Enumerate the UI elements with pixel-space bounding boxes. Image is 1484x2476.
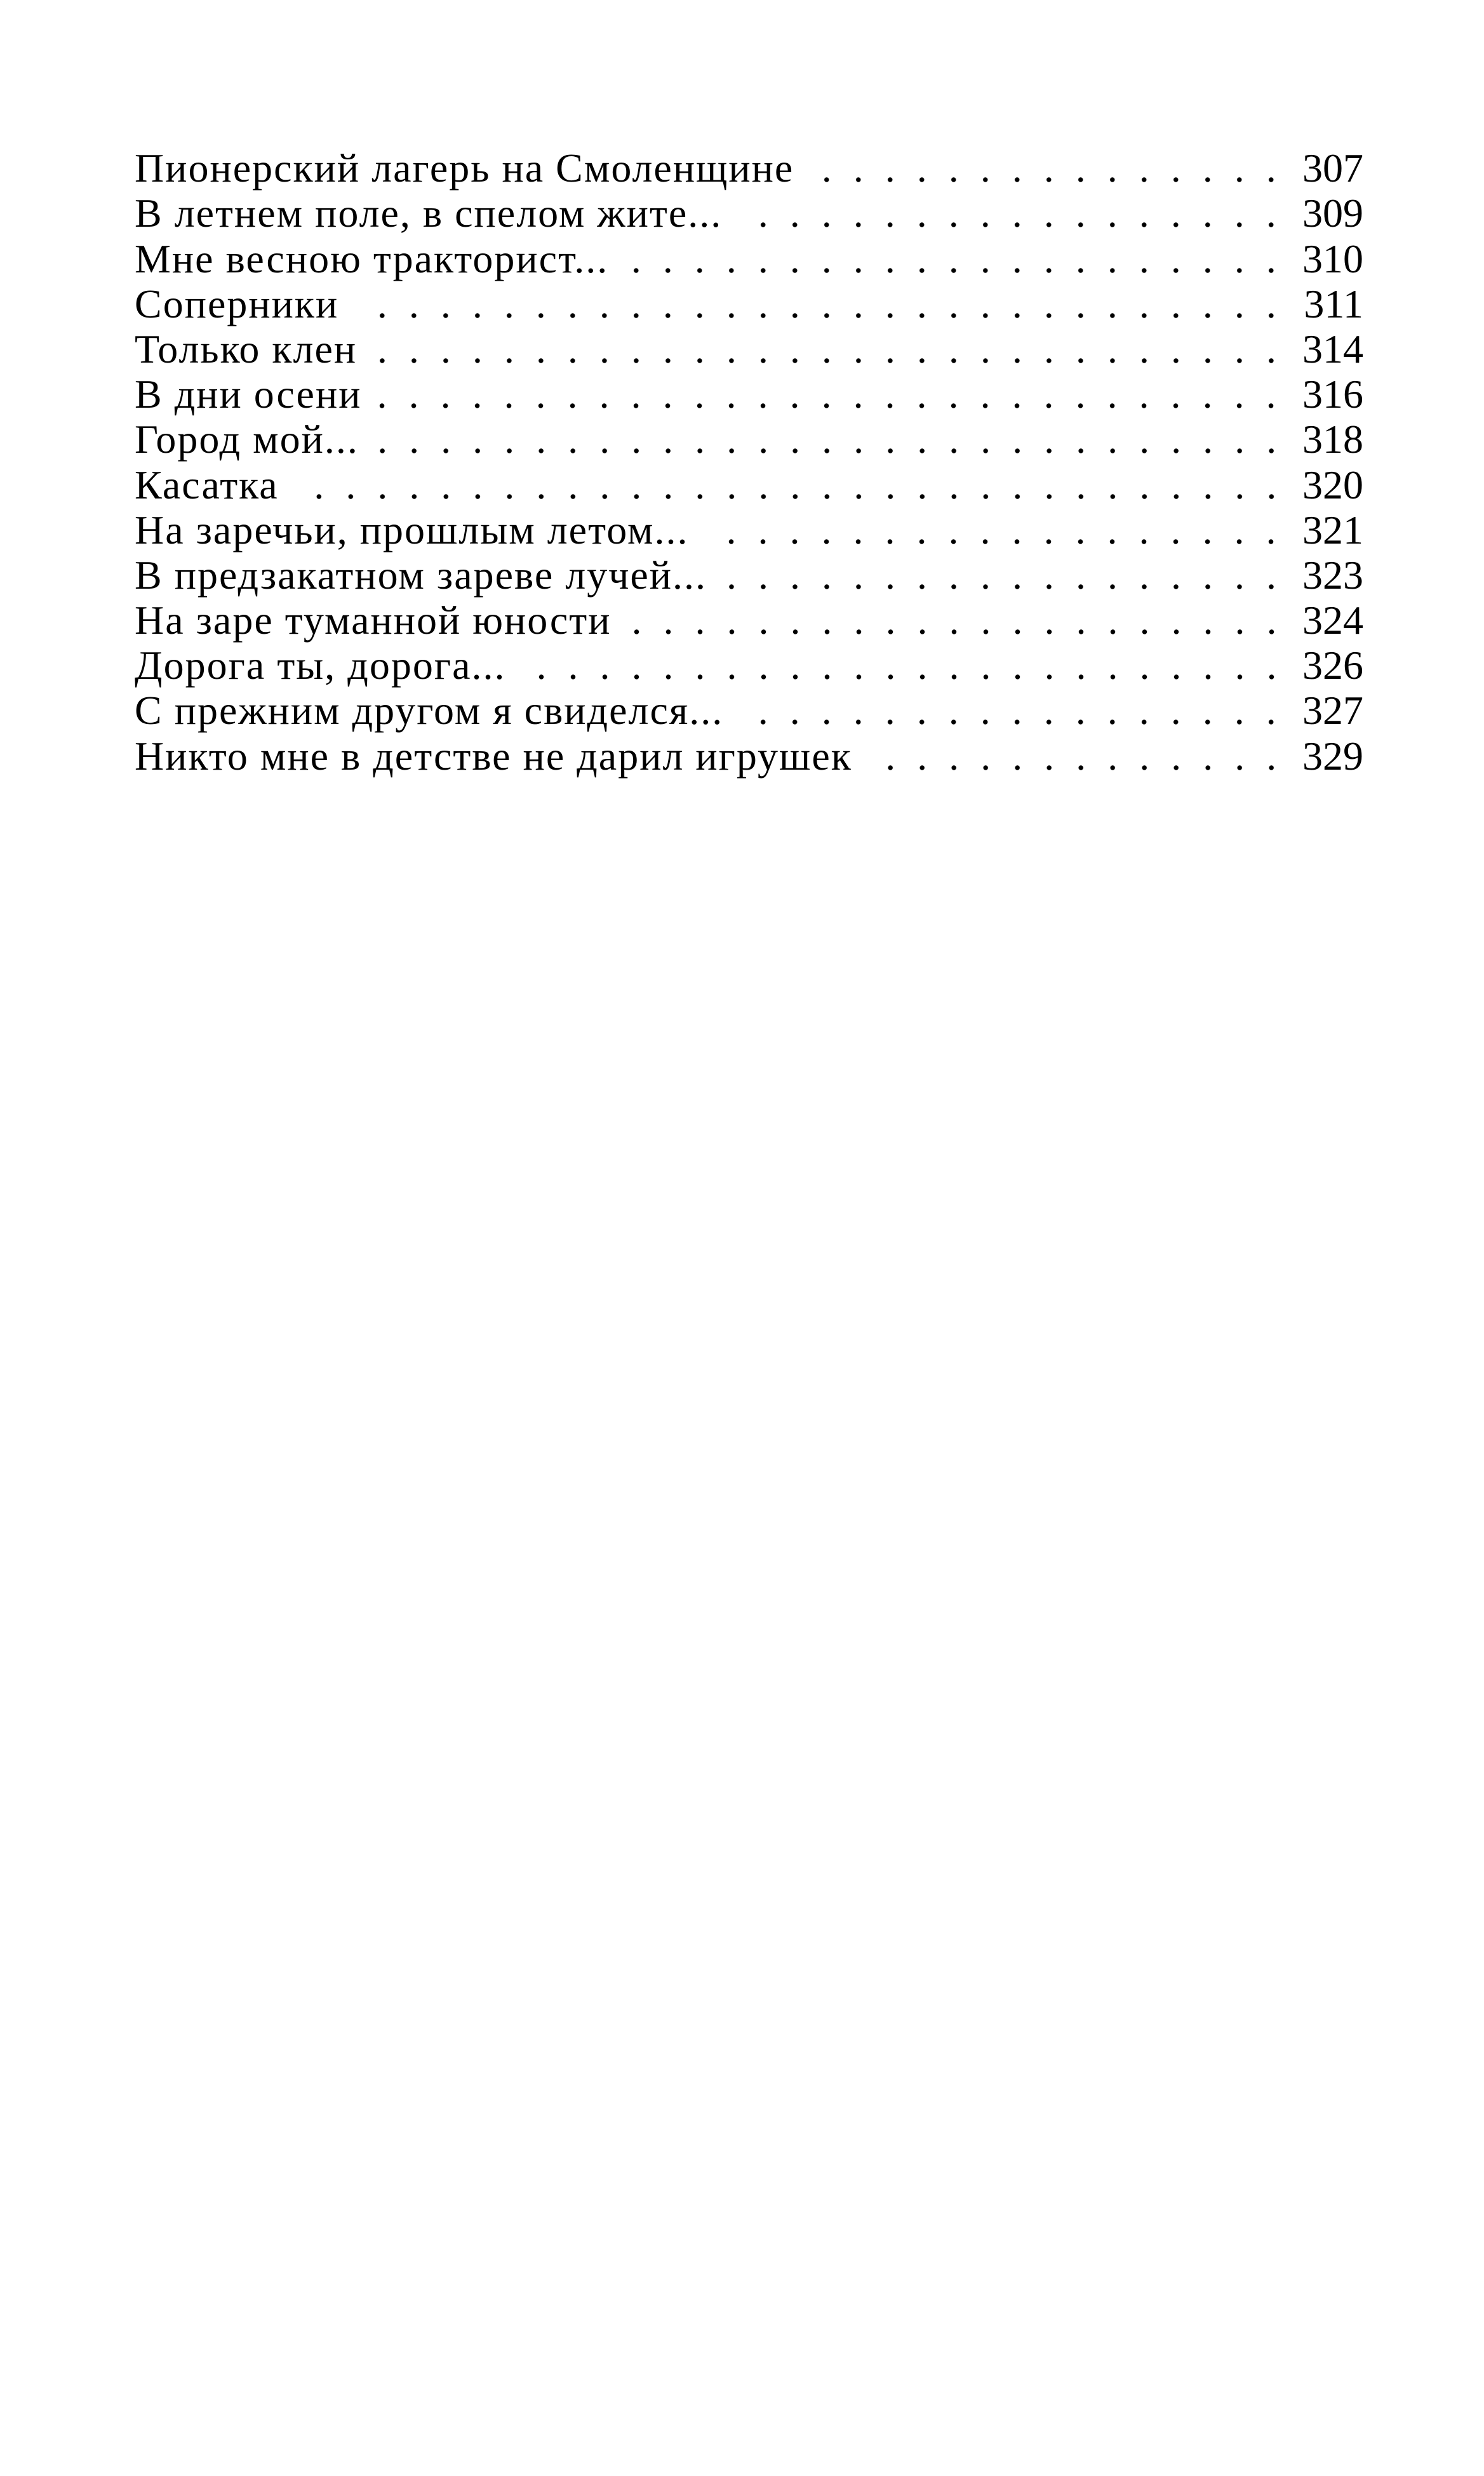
- toc-entry[interactable]: [135, 234, 1363, 279]
- toc-entry[interactable]: [135, 415, 1363, 460]
- dot-leader: [725, 584, 1287, 589]
- toc-entry-page: 310: [1302, 236, 1363, 281]
- toc-entry[interactable]: [135, 144, 1363, 189]
- toc-entry[interactable]: [135, 279, 1363, 325]
- dot-leader: [356, 313, 1287, 318]
- toc-entry-title: Дорога ты, дорога...: [135, 643, 506, 688]
- toc-entry-title: С прежним другом я свиделся...: [135, 688, 724, 733]
- toc-entry-page: 309: [1302, 191, 1363, 236]
- toc-entry[interactable]: [135, 731, 1363, 779]
- toc-entry-title: Касатка: [135, 462, 279, 507]
- toc-entry[interactable]: [135, 505, 1363, 551]
- toc-entry[interactable]: [135, 596, 1363, 641]
- dot-leader: [297, 494, 1287, 499]
- toc-entry[interactable]: [135, 189, 1363, 234]
- toc-entry-page: 316: [1302, 371, 1363, 417]
- toc-entry-page: 318: [1302, 417, 1363, 462]
- toc-entry-title: Соперники: [135, 281, 339, 326]
- toc-entry-title: На заречьи, прошлым летом...: [135, 507, 689, 552]
- toc-entry-title: Только клен: [135, 326, 358, 371]
- toc-entry-page: 326: [1302, 643, 1363, 688]
- dot-leader: [524, 674, 1288, 679]
- dot-leader: [629, 629, 1288, 634]
- dot-leader: [626, 268, 1287, 273]
- toc-entry-page: 311: [1304, 281, 1363, 326]
- toc-entry-page: 307: [1302, 145, 1363, 191]
- toc-entry-title: В летнем поле, в спелом жите...: [135, 191, 723, 236]
- toc-entry-page: 324: [1302, 598, 1363, 643]
- toc-entry-title: В дни осени: [135, 371, 362, 417]
- toc-entry[interactable]: [135, 551, 1363, 596]
- table-of-contents: [135, 144, 1363, 777]
- toc-entry[interactable]: [135, 460, 1363, 505]
- toc-entry-title: Пионерский лагерь на Смоленщине: [135, 145, 794, 191]
- dot-leader: [706, 539, 1287, 544]
- toc-entry-page: 329: [1302, 733, 1363, 779]
- toc-entry[interactable]: [135, 641, 1363, 686]
- dot-leader: [870, 765, 1287, 770]
- toc-entry-title: На заре туманной юности: [135, 598, 612, 643]
- toc-entry-page: 320: [1302, 462, 1363, 507]
- toc-entry-page: 327: [1302, 688, 1363, 733]
- toc-entry-title: В предзакатном зареве лучей...: [135, 552, 707, 598]
- toc-entry[interactable]: [135, 370, 1363, 415]
- toc-entry[interactable]: [135, 325, 1363, 370]
- toc-entry-title: Город мой...: [135, 417, 359, 462]
- dot-leader: [377, 448, 1287, 453]
- toc-entry[interactable]: [135, 686, 1363, 731]
- toc-entry-page: 314: [1302, 326, 1363, 371]
- toc-entry-title: Никто мне в детстве не дарил игрушек: [135, 733, 852, 779]
- toc-entry-page: 321: [1302, 507, 1363, 552]
- toc-entry-title: Мне весною тракторист...: [135, 236, 609, 281]
- dot-leader: [740, 222, 1287, 227]
- dot-leader: [741, 719, 1287, 725]
- dot-leader: [812, 177, 1287, 182]
- dot-leader: [379, 403, 1287, 408]
- dot-leader: [375, 358, 1287, 363]
- toc-entry-page: 323: [1302, 552, 1363, 598]
